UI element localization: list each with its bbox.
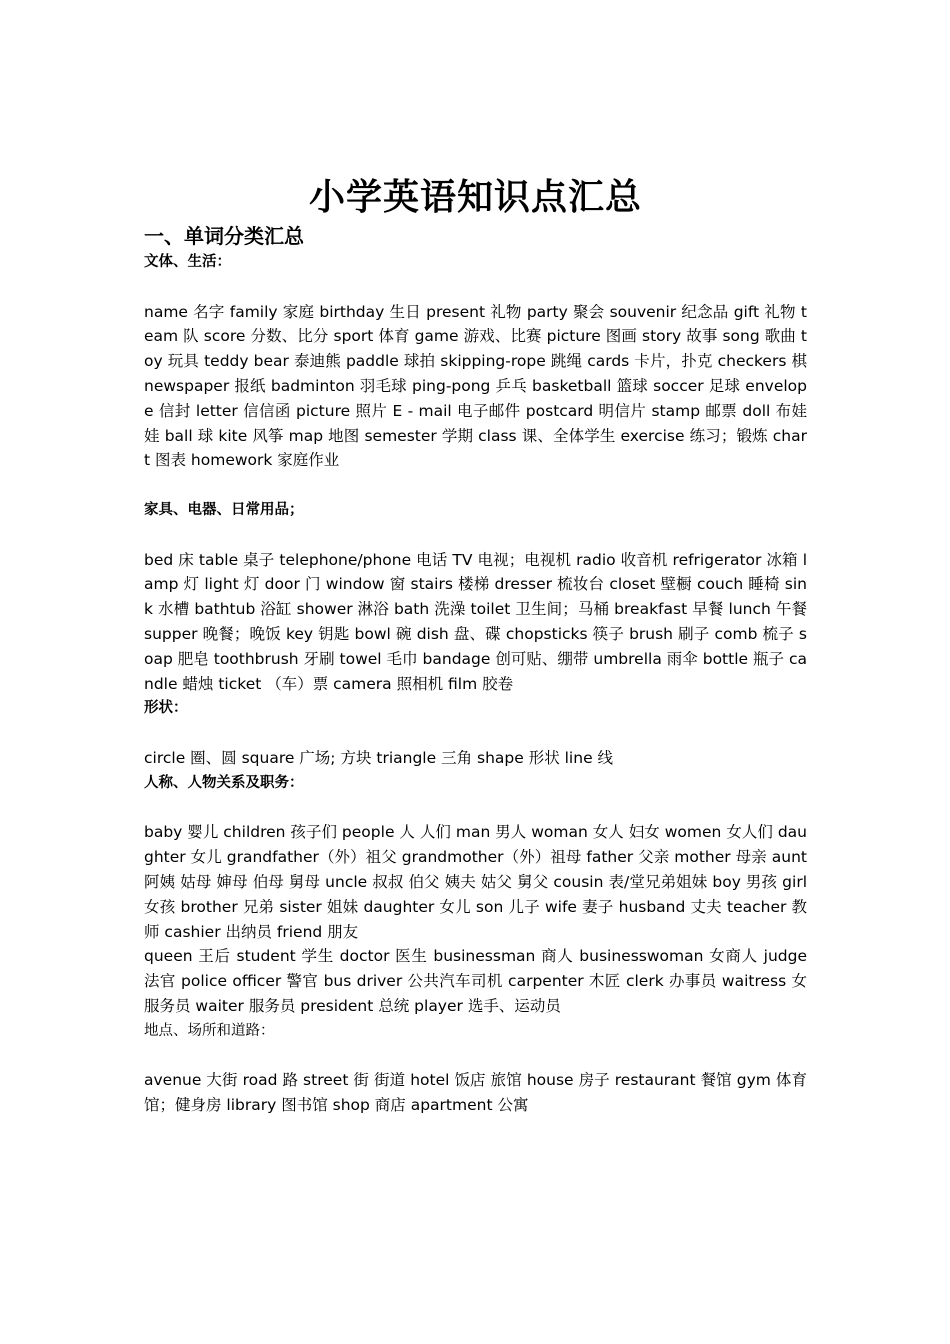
spacer [144, 523, 807, 548]
spacer [144, 1044, 807, 1069]
spacer [144, 473, 807, 498]
group-heading-jiaju: 家具、电器、日常用品； [144, 501, 304, 518]
document-title: 小学英语知识点汇总 [308, 176, 642, 218]
spacer [144, 796, 807, 821]
spacer [144, 721, 807, 746]
group-heading-xingzhuang: 形状： [144, 700, 188, 717]
vocab-paragraph-jiaju: bed 床 table 桌子 telephone/phone 电话 TV 电视；电视机 radio 收音机 refrigerator 冰箱 lamp 灯 light 灯 door 门 window 窗 stairs 楼梯 dresser 梳妆台 closet 壁橱 couch 睡椅 sink 水槽 bathtub 浴缸 shower 淋浴 bath 洗澡 toilet 卫生间；马桶 breakfast 早餐 lunch 午餐 supper 晚餐；晚饭 key 钥匙 bowl 碗 dish 盘、碟 chopsticks 筷子 brush 刷子 comb 梳子 soap 肥皂 toothbrush 牙刷 towel 毛巾 bandage 创可贴、绷带 umbrella 雨伞 bottle 瓶子 candle 蜡烛 ticket （车）票 camera 照相机 film 胶卷 [144, 550, 807, 693]
section-title-word-classification: 一、单词分类汇总 [144, 224, 304, 248]
document-page [144, 172, 807, 1118]
group-heading-renwu: 人称、人物关系及职务： [144, 774, 304, 791]
vocab-paragraph-renwu-2: queen 王后 student 学生 doctor 医生 businessman 商人 businesswoman 女商人 judge 法官 police officer 警官 bus driver 公共汽车司机 carpenter 木匠 clerk 办事员 waitress 女服务员 waiter 服务员 president 总统 player 选手、运动员 [144, 947, 807, 1015]
vocab-paragraph-xingzhuang: circle 圈、圆 square 广场; 方块 triangle 三角 shape 形状 line 线 [144, 748, 614, 767]
group-heading-wenti: 文体、生活： [144, 254, 231, 270]
vocab-paragraph-wenti: name 名字 family 家庭 birthday 生日 present 礼物 party 聚会 souvenir 纪念品 gift 礼物 team 队 score 分数、比分 sport 体育 game 游戏、比赛 picture 图画 story 故事 song 歌曲 toy 玩具 teddy bear 泰迪熊 paddle 球拍 skipping-rope 跳绳 cards 卡片，扑克 checkers 棋 newspaper 报纸 badminton 羽毛球 ping-pong 乒乓 basketball 篮球 soccer 足球 envelope 信封 letter 信信函 picture 照片 E - mail 电子邮件 postcard 明信片 stamp 邮票 doll 布娃娃 ball 球 kite 风筝 map 地图 semester 学期 class 课、全体学生 exercise 练习；锻炼 chart 图表 homework 家庭作业 [144, 302, 807, 470]
spacer [144, 275, 807, 300]
group-heading-didian: 地点、场所和道路： [144, 1022, 275, 1039]
vocab-paragraph-didian: avenue 大街 road 路 street 街 街道 hotel 饭店 旅馆 house 房子 restaurant 餐馆 gym 体育馆；健身房 library 图书馆 shop 商店 apartment 公寓 [144, 1071, 807, 1115]
vocab-paragraph-renwu-1: baby 婴儿 children 孩子们 people 人 人们 man 男人 woman 女人 妇女 women 女人们 daughter 女儿 grandfather（外）祖父 grandmother（外）祖母 father 父亲 mother 母亲 aunt 阿姨 姑母 婶母 伯母 舅母 uncle 叔叔 伯父 姨夫 姑父 舅父 cousin 表/堂兄弟姐妹 boy 男孩 girl 女孩 brother 兄弟 sister 姐妹 daughter 女儿 son 儿子 wife 妻子 husband 丈夫 teacher 教师 cashier 出纳员 friend 朋友 [144, 823, 807, 941]
